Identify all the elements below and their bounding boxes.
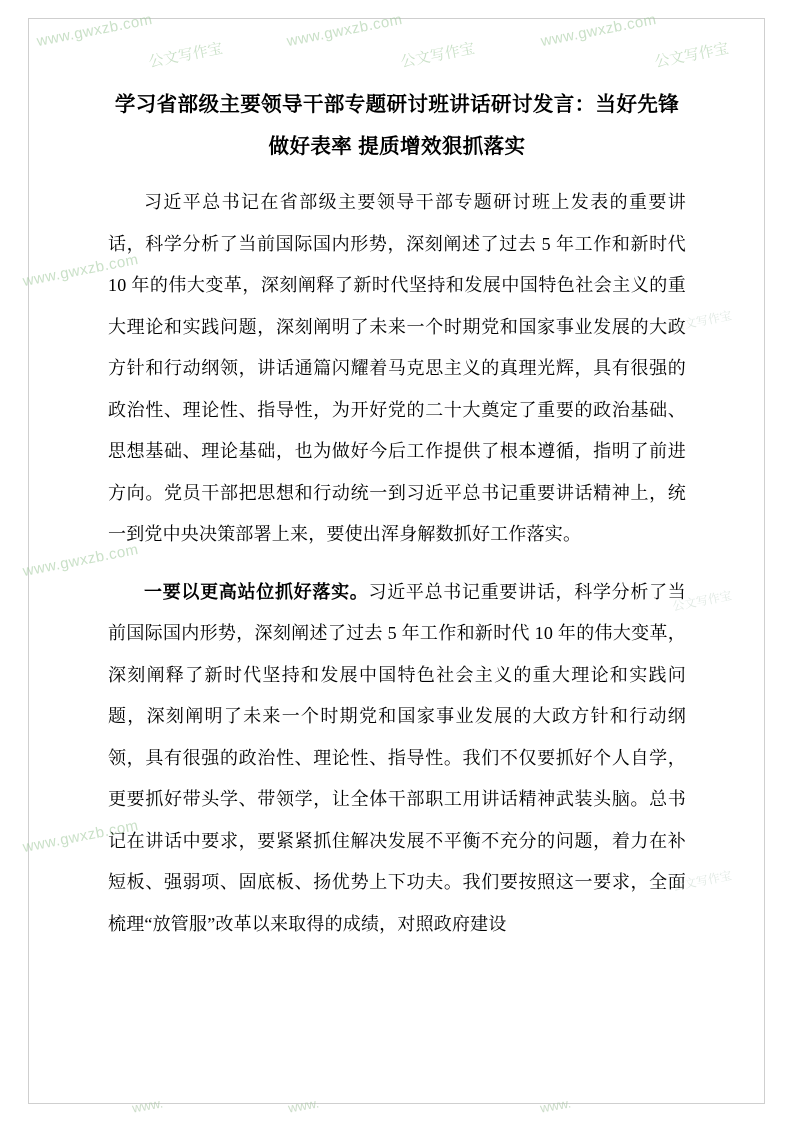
watermark-bottom: www. xyxy=(286,1095,321,1116)
watermark-url: www.gwxzb.com xyxy=(21,250,140,291)
watermark-brand: 公文写作宝 xyxy=(399,39,477,71)
watermark-brand-faint: 公文写作宝 xyxy=(671,588,733,614)
paragraph xyxy=(108,182,686,556)
paragraph xyxy=(108,572,686,946)
paragraph-lead: 一要以更高站位抓好落实。 xyxy=(144,581,369,602)
page-title: 学习省部级主要领导干部专题研讨班讲话研讨发言：当好先锋做好表率 提质增效狠抓落实 xyxy=(114,93,680,158)
paragraph-text: 习近平总书记在省部级主要领导干部专题研讨班上发表的重要讲话，科学分析了当前国际国内形势，深刻阐述了过去 5 年工作和新时代 10 年的伟大变革，深刻阐释了新时代坚持和发展中国特色社会主义的重大理论和实践问题，深刻阐明了未来一个时期党和国家事业发展的大政方针和行动纲领，讲话通篇闪耀着马克思主义的真理光辉，具有很强的政治性、理论性、指导性，为开好党的二十大奠定了重要的政治基础、思想基础、理论基础，也为做好今后工作提供了根本遵循，指明了前进方向。党员干部把思想和行动统一到习近平总书记重要讲话精神上，统一到党中央决策部署上来，要使出浑身解数抓好工作落实。 xyxy=(108,192,686,544)
watermark-url: www.gwxzb.com xyxy=(539,10,658,51)
watermark-brand-faint: 公文写作宝 xyxy=(671,868,733,894)
paragraph-text: 习近平总书记重要讲话，科学分析了当前国际国内形势，深刻阐述了过去 5 年工作和新时代 10 年的伟大变革，深刻阐释了新时代坚持和发展中国特色社会主义的重大理论和实践问题，深刻阐明了未来一个时期党和国家事业发展的大政方针和行动纲领，具有很强的政治性、理论性、指导性。我们不仅要抓好个人自学，更要抓好带头学、带领学，让全体干部职工用讲话精神武装头脑。总书记在讲话中要求，要紧紧抓住解决发展不平衡不充分的问题，着力在补短板、强弱项、固底板、扬优势上下功夫。我们要按照这一要求，全面梳理“放管服”改革以来取得的成绩，对照政府建设 xyxy=(108,581,686,934)
document-content xyxy=(108,84,686,945)
watermark-url: www.gwxzb.com xyxy=(21,540,140,581)
watermark-brand-faint: 公文写作宝 xyxy=(671,308,733,334)
watermark-brand: 公文写作宝 xyxy=(147,39,225,71)
watermark-bottom: www. xyxy=(538,1095,573,1116)
watermark-bottom: www. xyxy=(130,1095,165,1116)
watermark-url: www.gwxzb.com xyxy=(21,816,140,857)
watermark-brand: 公文写作宝 xyxy=(653,39,731,71)
watermark-url: www.gwxzb.com xyxy=(35,10,154,51)
watermark-url: www.gwxzb.com xyxy=(285,10,404,51)
